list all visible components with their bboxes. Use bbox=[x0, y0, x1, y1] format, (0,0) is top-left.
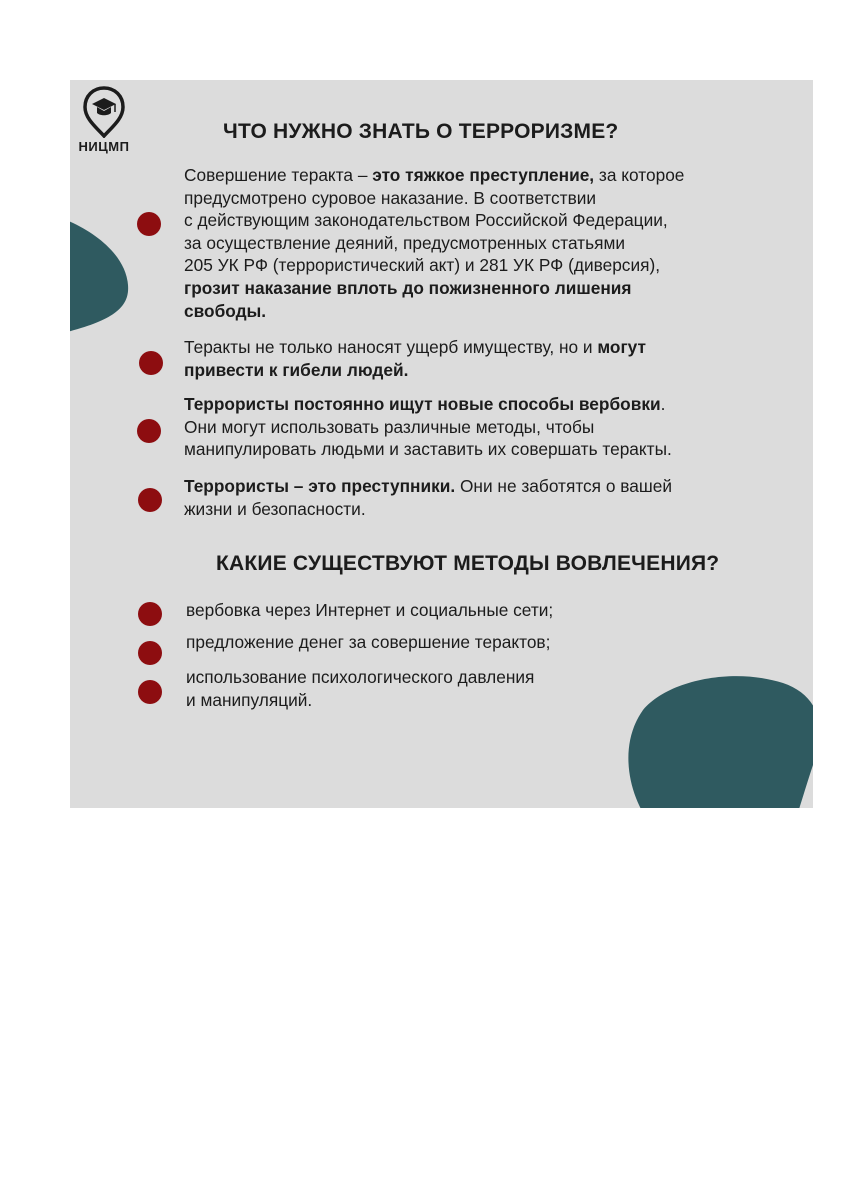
logo bbox=[72, 84, 136, 154]
bullet-dot bbox=[139, 351, 163, 375]
text-line: вербовка через Интернет и социальные сети; bbox=[186, 600, 554, 620]
bullet-dot bbox=[137, 212, 161, 236]
text-line: с действующим законодательством Российской Федерации, bbox=[184, 210, 668, 231]
text: . bbox=[660, 394, 666, 414]
paragraph-damage bbox=[184, 336, 646, 381]
paragraph-criminals bbox=[184, 475, 672, 520]
bold-text: привести к гибели людей. bbox=[184, 359, 409, 380]
text-line: Они могут использовать различные методы, чтобы bbox=[184, 416, 595, 437]
bullet-dot bbox=[138, 488, 162, 512]
list-item-pressure bbox=[186, 666, 534, 711]
paragraph-punishment bbox=[184, 164, 684, 322]
list-item-money bbox=[186, 631, 550, 654]
bold-text: Террористы постоянно ищут новые способы вербовки bbox=[184, 394, 661, 414]
decorative-blob-left bbox=[70, 210, 130, 340]
bullet-dot bbox=[138, 641, 162, 665]
text-line: за осуществление деяний, предусмотренных статьями bbox=[184, 232, 625, 253]
section-title-terrorism: ЧТО НУЖНО ЗНАТЬ О ТЕРРОРИЗМЕ? bbox=[223, 120, 619, 143]
bullet-dot bbox=[138, 680, 162, 704]
text-line: предложение денег за совершение терактов; bbox=[186, 632, 551, 652]
bullet-dot bbox=[137, 419, 161, 443]
bold-text: свободы. bbox=[184, 300, 267, 321]
bold-text: могут bbox=[597, 337, 646, 357]
text-line: использование психологического давления bbox=[186, 667, 535, 687]
bold-text: грозит наказание вплоть до пожизненного лишения bbox=[184, 277, 632, 298]
info-card bbox=[70, 80, 813, 808]
text-line: и манипуляций. bbox=[186, 689, 313, 710]
decorative-blob-right bbox=[623, 675, 813, 808]
bold-text: Террористы – это преступники. bbox=[184, 476, 456, 496]
text: Совершение теракта – bbox=[184, 165, 373, 185]
text-line: 205 УК РФ (террористический акт) и 281 УК РФ (диверсия), bbox=[184, 255, 661, 276]
paragraph-recruitment bbox=[184, 393, 672, 461]
text-line: предусмотрено суровое наказание. В соответствии bbox=[184, 187, 597, 208]
text-line: манипулировать людьми и заставить их совершать теракты. bbox=[184, 439, 672, 460]
text-line: жизни и безопасности. bbox=[184, 498, 366, 519]
bold-text: это тяжкое преступление, bbox=[372, 165, 595, 185]
list-item-internet bbox=[186, 599, 553, 622]
logo-text: НИЦМП bbox=[78, 139, 130, 154]
text: Теракты не только наносят ущерб имуществу, но и bbox=[184, 337, 598, 357]
graduation-cap-pin-icon bbox=[83, 86, 125, 138]
text: за которое bbox=[594, 165, 685, 185]
section-title-methods: КАКИЕ СУЩЕСТВУЮТ МЕТОДЫ ВОВЛЕЧЕНИЯ? bbox=[216, 552, 720, 575]
bullet-dot bbox=[138, 602, 162, 626]
text: Они не заботятся о вашей bbox=[455, 476, 672, 496]
